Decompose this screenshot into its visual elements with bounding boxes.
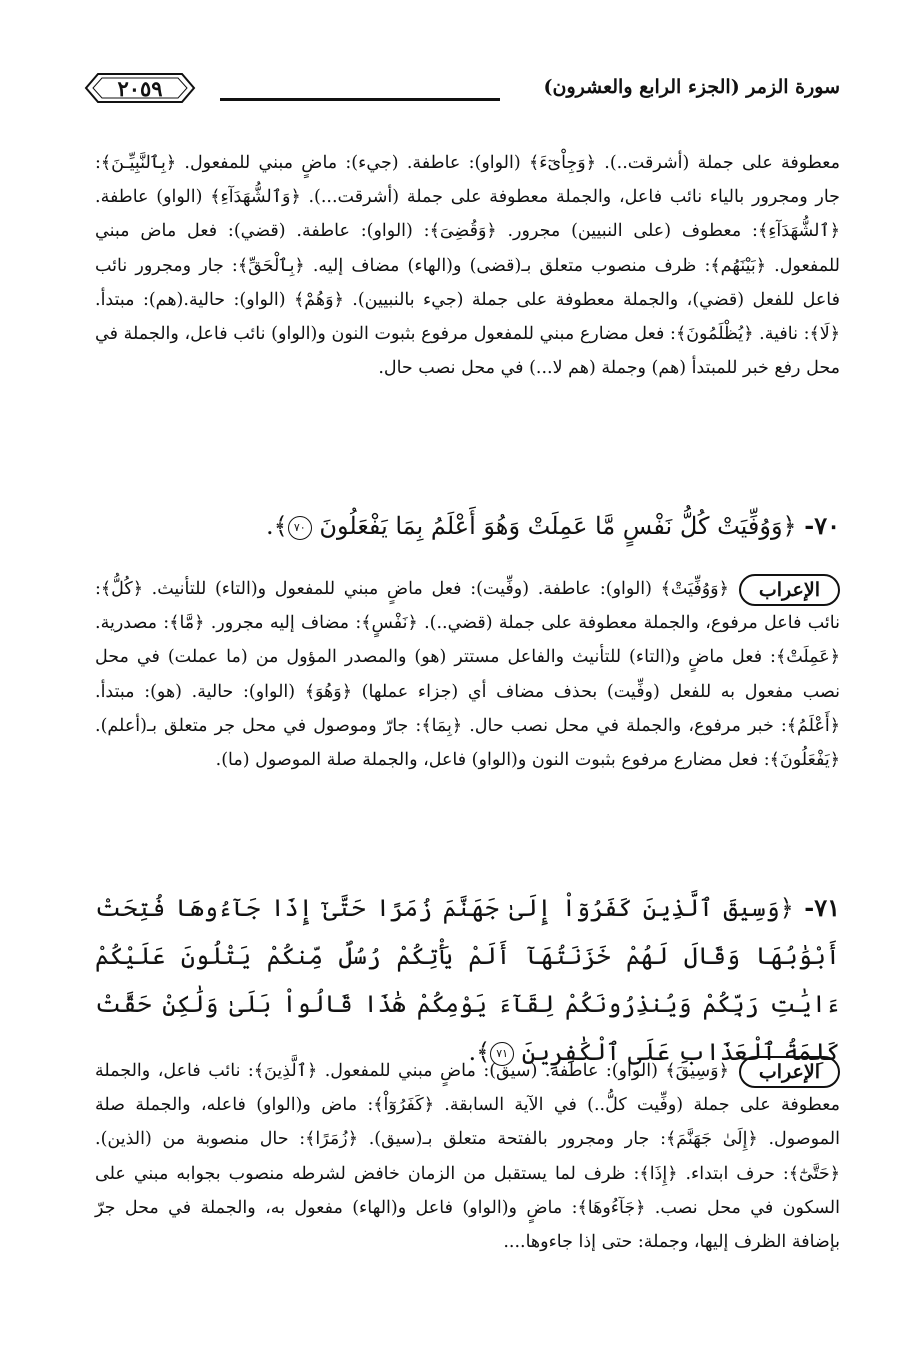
page-number-frame [80,68,200,108]
irab-text-71: ﴿وَسِيقَ﴾ (الواو): عاطفة. (سيق): ماضٍ مبني للمفعول. ﴿ٱلَّذِينَ﴾: نائب فاعل، والجملة معطوفة على جملة (وفِّيت كلُّ..) في الآية السابقة. ﴿كَفَرُوٓاْ﴾: ماض و(الواو) فاعله، والجملة صلة الموصول. ﴿إِلَىٰ جَهَنَّمَ﴾: جار ومجرور بالفتحة متعلق بـ(سيق). ﴿زُمَرًا﴾: حال منصوبة من (الذين). ﴿حَتَّىٰٓ﴾: حرف ابتداء. ﴿إِذَا﴾: ظرف لما يستقبل من الزمان خافض لشرطه منصوب بجوابه مبني على السكون في محل نصب. ﴿جَآءُوهَا﴾: ماضٍ و(الواو) فاعل و(الهاء) مفعول به، والجملة في محل جرّ بإضافة الظرف إليها، وجملة: حتى إذا جاءوها.... [95,1061,840,1253]
header-rule [220,98,500,101]
irab-label: الإعراب [739,574,840,606]
ayah-marker-icon: ٧٠ [288,516,312,540]
irab-block-71 [95,1054,840,1259]
verse-close: ﴾. [468,1038,491,1066]
verse-number: ٧١- [804,893,840,922]
verse-number: ٧٠- [804,511,840,540]
page-header [80,58,840,118]
verse-close: ﴾. [266,512,288,540]
verse-text: ﴿وَوُفِّيَتْ كُلُّ نَفْسٍ مَّا عَمِلَتْ وَهُوَ أَعْلَمُ بِمَا يَفْعَلُونَ [319,512,797,540]
irab-block-70 [95,572,840,777]
irab-text-70: ﴿وَوُفِّيَتْ﴾ (الواو): عاطفة. (وفِّيت): فعل ماضٍ مبني للمفعول و(التاء) للتأنيث. ﴿كُلُّ﴾: نائب فاعل مرفوع، والجملة معطوفة على جملة (قضي..). ﴿نَفْسٍ﴾: مضاف إليه مجرور. ﴿مَّا﴾: مصدرية. ﴿عَمِلَتْ﴾: فعل ماضٍ و(التاء) للتأنيث والفاعل مستتر (هو) والمصدر المؤول من (ما عملت) في محل نصب مفعول به للفعل (وفِّيت) بحذف مضاف أي (جزاء عملها) ﴿وَهُوَ﴾ (الواو): حالية. (هو): مبتدأ. ﴿أَعْلَمُ﴾: خبر مرفوع، والجملة في محل نصب حال. ﴿بِمَا﴾: جارّ وموصول في محل جر متعلق بـ(أعلم). ﴿يَفْعَلُونَ﴾: فعل مضارع مرفوع بثبوت النون و(الواو) فاعل، والجملة صلة الموصول (ما). [95,579,840,771]
verse-70 [95,502,840,550]
commentary-block-1: معطوفة على جملة (أشرقت..). ﴿وَجِاْىٓءَ﴾ (الواو): عاطفة. (جيء): ماضٍ مبني للمفعول. ﴿بِٱلنَّبِيِّـنَ﴾: جار ومجرور بالياء نائب فاعل، والجملة معطوفة على جملة (أشرقت...). ﴿وَٱلشُّهَدَآءِ﴾ (الواو) عاطفة. ﴿ٱلشُّهَدَآءِ﴾: معطوف (على النبيين) مجرور. ﴿وَقُضِىَ﴾: (الواو): عاطفة. (قضي): فعل ماض مبني للمفعول. ﴿بَيْنَهُم﴾: ظرف منصوب متعلق بـ(قضى) و(الهاء) مضاف إليه. ﴿بِٱلْحَقِّ﴾: جار ومجرور نائب فاعل للفعل (قضي)، والجملة معطوفة على جملة (جيء بالنبيين). ﴿وَهُمْ﴾ (الواو): حالية.(هم): مبتدأ. ﴿لَا﴾: نافية. ﴿يُظْلَمُونَ﴾: فعل مضارع مبني للمفعول مرفوع بثبوت النون و(الواو) نائب فاعل، والجملة في محل رفع خبر للمبتدأ (هم) وجملة (هم لا...) في محل نصب حال. [95,153,840,379]
verse-71 [95,884,840,1076]
ayah-marker-icon: ٧١ [490,1042,514,1066]
verse-text: ﴿وَسِيقَ ٱلَّذِينَ كَفَرُوٓاْ إِلَىٰ جَهَنَّمَ زُمَرًا حَتَّىٰٓ إِذَا جَآءُوهَا فُتِحَتْ أَبْوَٰبُهَا وَقَالَ لَهُمْ خَزَنَتُهَآ أَلَمْ يَأْتِكُمْ رُسُلٌ مِّنكُمْ يَتْلُونَ عَلَيْكُمْ ءَايَٰتِ رَبِّكُمْ وَيُنذِرُونَكُمْ لِقَآءَ يَوْمِكُمْ هَٰذَا قَالُواْ بَلَىٰ وَلَٰكِنْ حَقَّتْ كَلِمَةُ ٱلْعَذَابِ عَلَى ٱلْكَٰفِرِينَ [95,894,840,1066]
running-title: سورة الزمر (الجزء الرابع والعشرون) [543,76,840,98]
page-number: ٢٠٥٩ [117,75,163,101]
irab-label: الإعراب [739,1056,840,1088]
